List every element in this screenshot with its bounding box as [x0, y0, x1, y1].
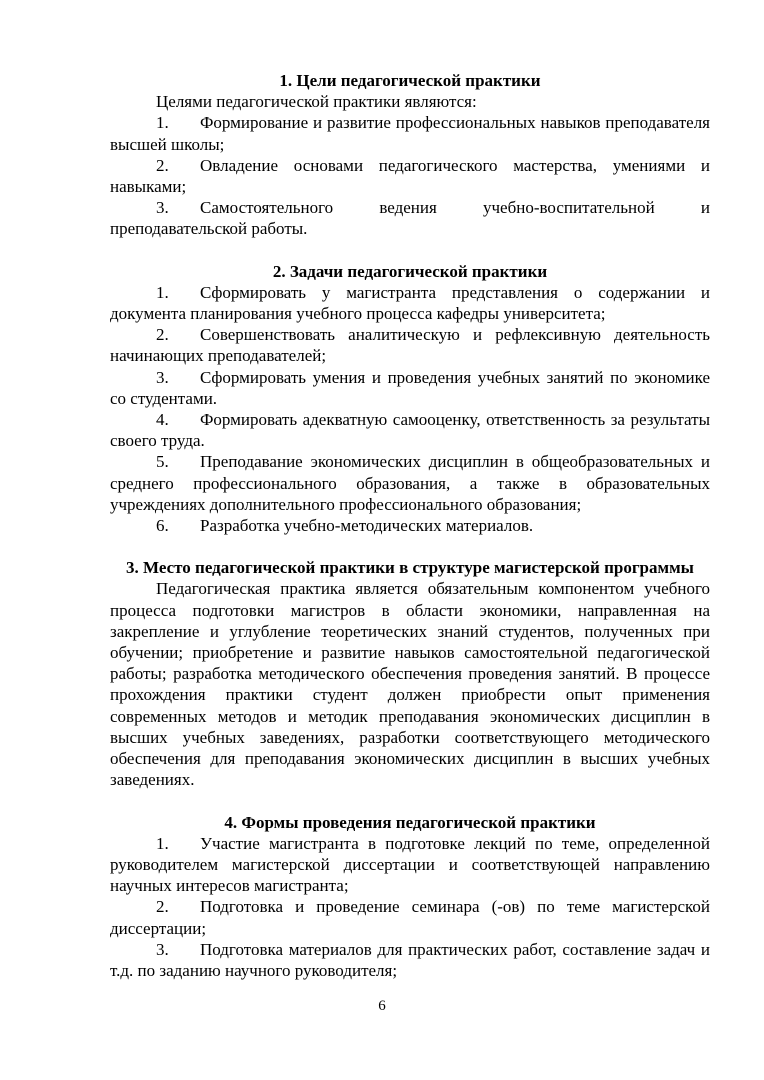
list-item-text: Формировать адекватную самооценку, ответственность за результаты своего труда.: [110, 410, 710, 451]
list-item-text: Подготовка и проведение семинара (-ов) по теме магистерской диссертации;: [110, 897, 710, 938]
list-item-number: 4.: [156, 410, 169, 430]
document-page: [110, 70, 710, 1002]
section-paragraph: Педагогическая практика является обязательным компонентом учебного процесса подготовки магистров в области экономики, направленная на закрепление и углубление теоретических знаний студентов, полученных при обучении; приобретение и развитие навыков самостоятельной педагогической работы; разработка методического обеспечения проведения занятий. В процессе прохождения практики студент должен приобрести опыт применения современных методов и методик преподавания экономических дисциплин в высших учебных заведениях, разработки соответствующего методического обеспечения для преподавания экономических дисциплин в высших учебных заведениях.: [110, 579, 710, 790]
list-item: [110, 939, 710, 981]
list-item-text: Подготовка материалов для практических работ, составление задач и т.д. по заданию научного руководителя;: [110, 939, 710, 980]
list-item: [110, 833, 710, 897]
section-heading: 2. Задачи педагогической практики: [272, 261, 548, 281]
list-item-text: Сформировать умения и проведения учебных занятий по экономике со студентами.: [110, 367, 710, 408]
list-item-number: 3.: [156, 367, 169, 387]
list-item: [110, 515, 710, 536]
section-forms: [110, 812, 710, 982]
list-item-text: Самостоятельного ведения учебно-воспитательной и преподавательской работы.: [110, 198, 710, 239]
list-item-number: 1.: [156, 833, 169, 853]
list-item-text: Преподавание экономических дисциплин в общеобразовательных и среднего профессионального образования, а также в образовательных учреждениях дополнительного профессионального образования;: [110, 452, 710, 514]
list-item: [110, 155, 710, 197]
list-item-number: 5.: [156, 452, 169, 472]
list-item-text: Формирование и развитие профессиональных навыков преподавателя высшей школы;: [110, 113, 710, 154]
list-item-number: 2.: [156, 155, 169, 175]
list-item: [110, 451, 710, 515]
list-item-number: 2.: [156, 325, 169, 345]
list-item: [110, 282, 710, 324]
section-goals: [110, 70, 710, 240]
section-heading: 3. Место педагогической практики в структуре магистерской программы: [126, 558, 694, 578]
list-item: [110, 197, 710, 239]
list-item: [110, 896, 710, 938]
list-item-number: 3.: [156, 198, 169, 218]
section-heading: 4. Формы проведения педагогической практики: [224, 812, 596, 832]
list-item-text: Овладение основами педагогического мастерства, умениями и навыками;: [110, 155, 710, 197]
list-item-number: 1.: [156, 282, 169, 302]
list-item: [110, 112, 710, 154]
list-item-number: 1.: [156, 113, 169, 133]
section-place: [110, 557, 710, 790]
list-item-text: Совершенствовать аналитическую и рефлексивную деятельность начинающих преподавателей;: [110, 325, 710, 366]
list-item-text: Разработка учебно-методических материалов.: [200, 516, 534, 536]
list-item-text: Участие магистранта в подготовке лекций по теме, определенной руководителем магистерской диссертации и соответствующей направлению научных интересов магистранта;: [110, 833, 710, 896]
list-item-number: 2.: [156, 897, 169, 917]
list-item: [110, 409, 710, 451]
list-item: [110, 367, 710, 409]
list-item-text: Сформировать у магистранта представления о содержании и документа планирования учебного процесса кафедры университета;: [110, 282, 710, 324]
section-intro: Целями педагогической практики являются:: [156, 92, 477, 112]
list-item-number: 3.: [156, 939, 169, 959]
list-item: [110, 324, 710, 366]
page-number: 6: [378, 998, 386, 1014]
section-tasks: [110, 261, 710, 537]
section-heading: 1. Цели педагогической практики: [279, 71, 541, 90]
list-item-number: 6.: [156, 516, 169, 536]
